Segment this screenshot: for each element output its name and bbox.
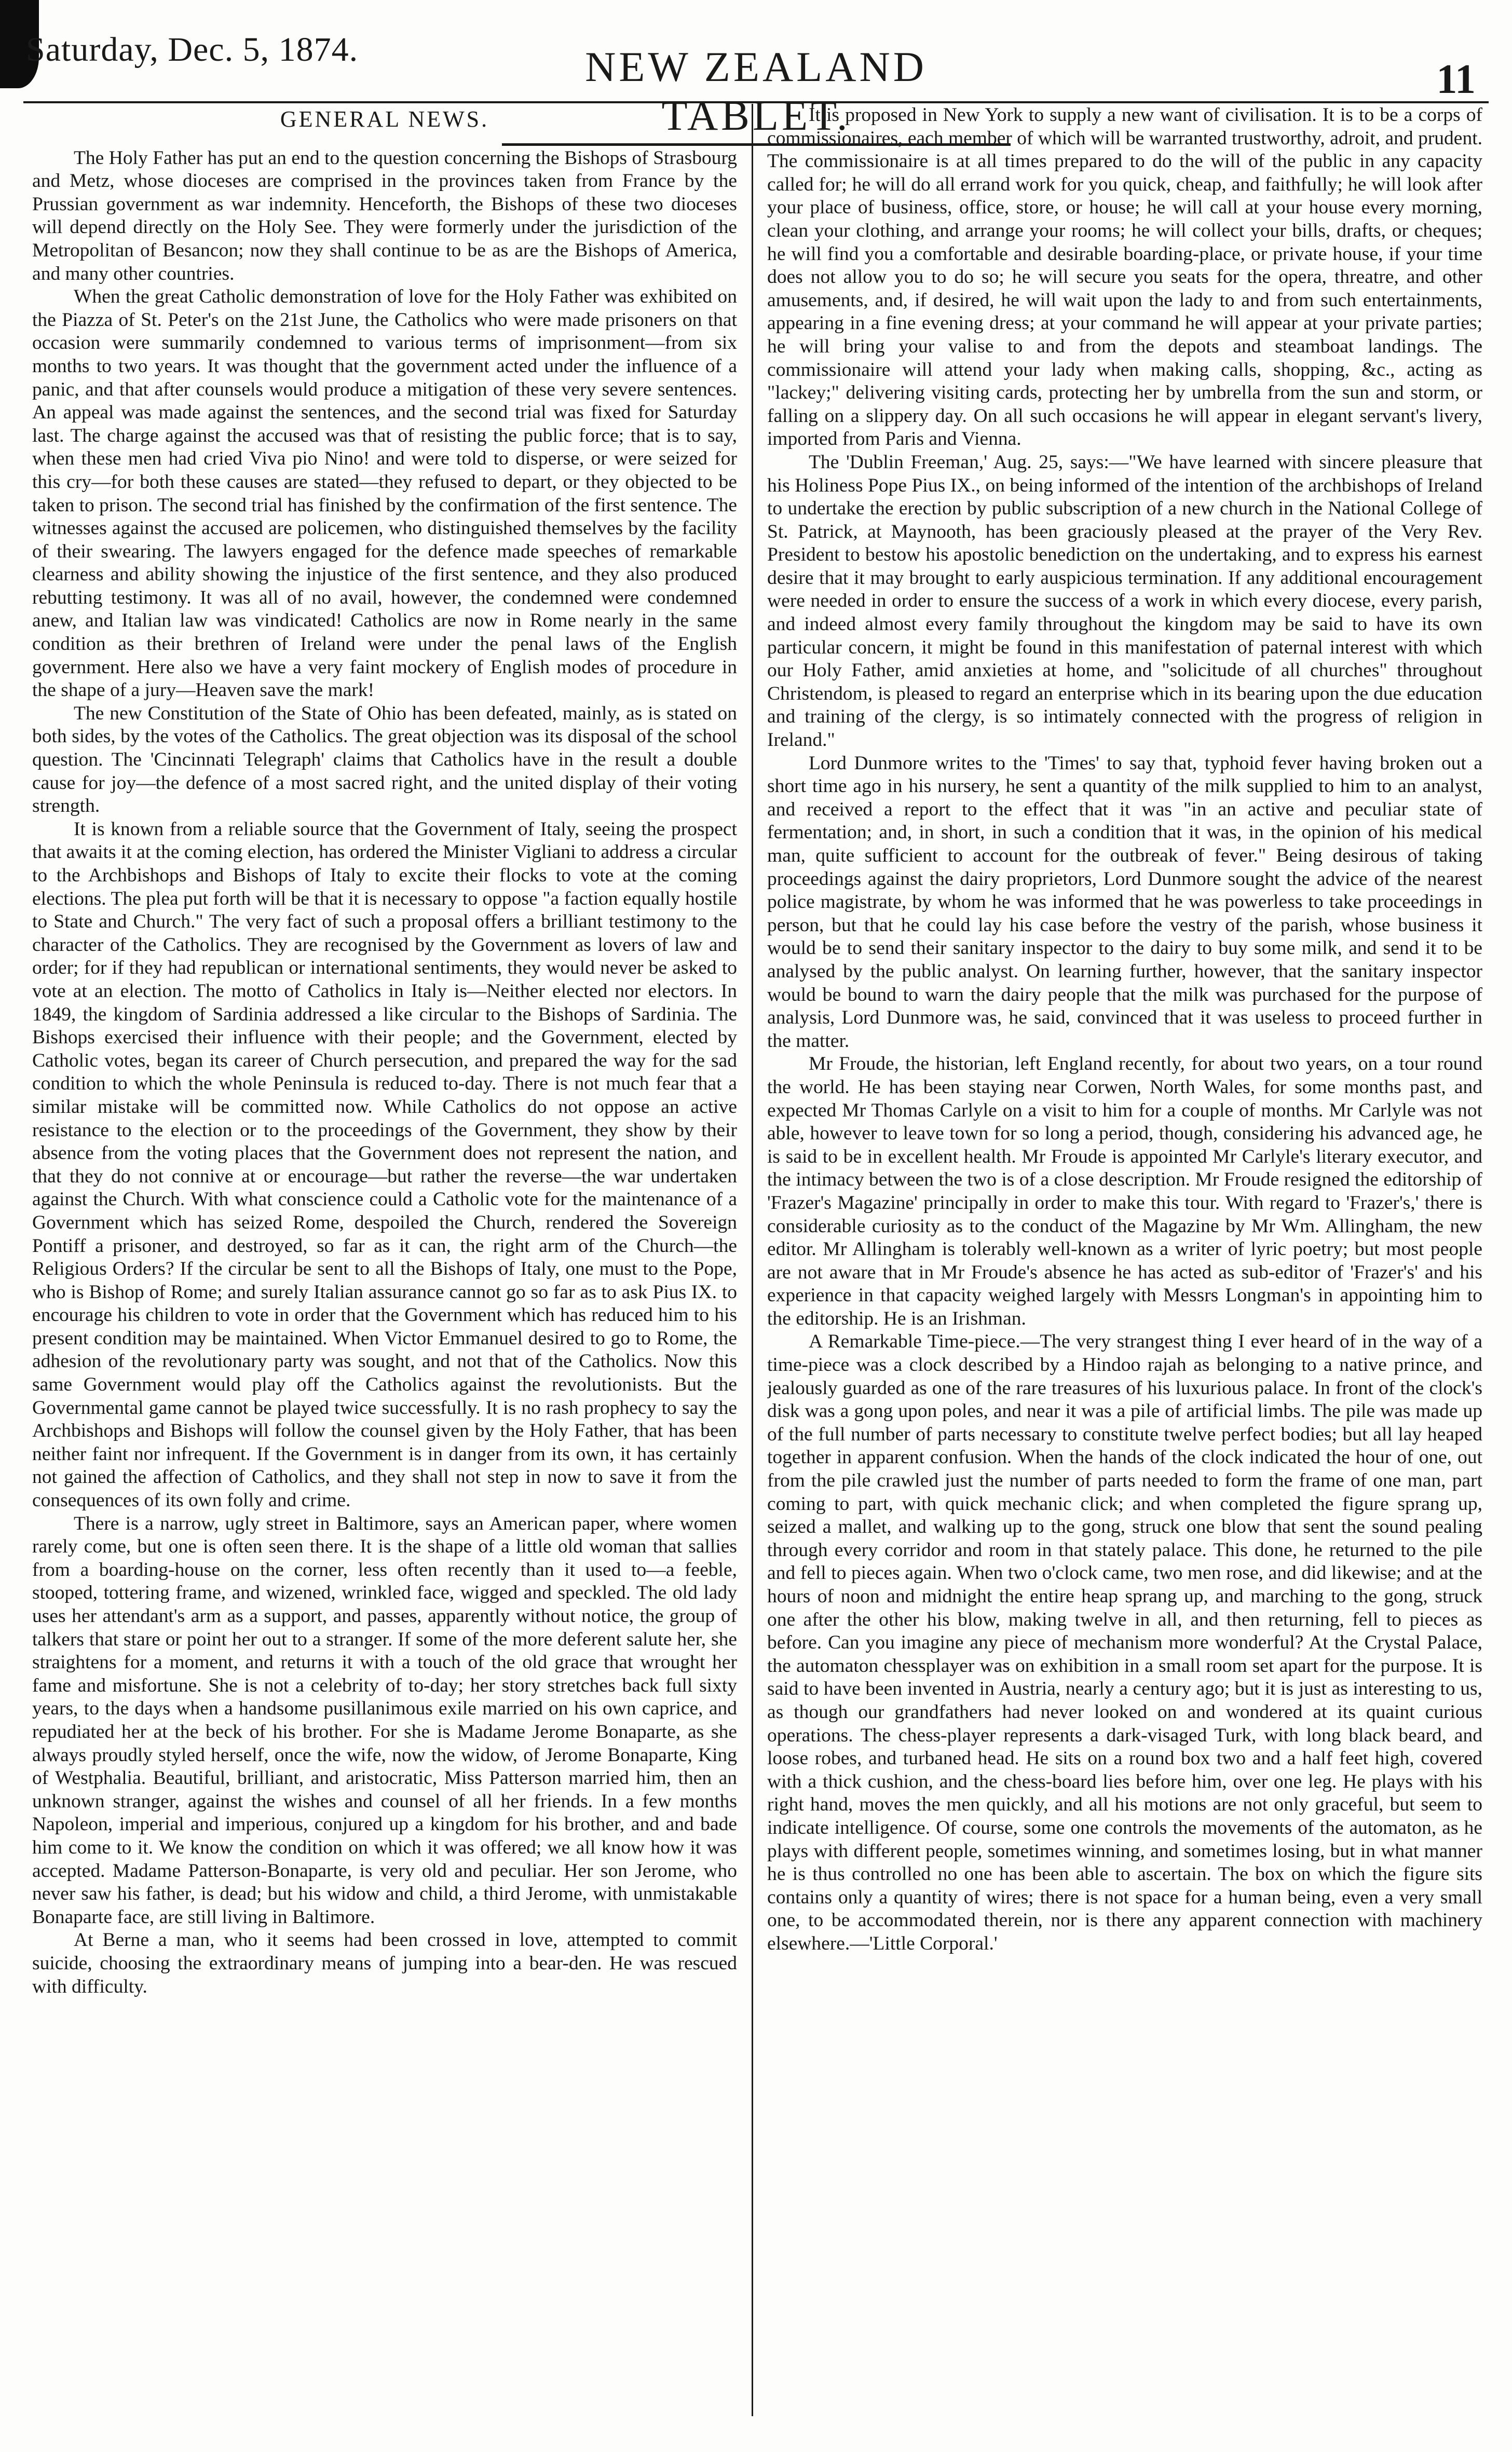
issue-date: Saturday, Dec. 5, 1874. [26,31,359,69]
column-divider [752,104,753,2416]
right-column [767,104,1482,2419]
article-paragraph: The Holy Father has put an end to the question concerning the Bishops of Strasbourg and Metz, whose dioceses are comprised in the provinces taken from France by the Prussian government as war indemnity. Henceforth, the Bishops of these two dioceses will depend directly on the Holy See. They were formerly under the jurisdiction of the Metropolitan of Besancon; now they shall continue to be as are the Bishops of America, and many other countries. [32,147,737,284]
article-paragraph: It is proposed in New York to supply a new want of civilisation. It is to be a corps of commissionaires, each member of which will be warranted trustworthy, adroit, and prudent. The commissionaire is at all times prepared to do the will of the public in any capacity called for; he will do all errand work for you quick, cheap, and faithfully; he will look after your place of business, office, store, or house; he will call at your house every morning, clean your clothing, and arrange your rooms; he will collect your bills, drafts, or cheques; he will find you a comfortable and desirable boarding-place, or private house, if your time does not allow you to do so; he will secure you seats for the opera, threatre, and other amusements, and, if desired, he will wait upon the lady to and from such entertainments, appearing in a fine evening dress; at your command he will appear at your private parties; he will bring your valise to and from the depots and steamboat landings. The commissionaire will attend your lady when making calls, shopping, &c., acting as "lackey;" delivering visiting cards, protecting her by umbrella from the sun and storm, or falling on a slippery day. On all such occasions he will appear in elegant servant's livery, imported from Paris and Vienna. [767,104,1482,450]
masthead-title: NEW ZEALAND TABLET. [502,43,1011,146]
article-paragraph: The 'Dublin Freeman,' Aug. 25, says:—"We have learned with sincere pleasure that his Holiness Pope Pius IX., on being informed of the intention of the archbishops of Ireland to undertake the erection by public subscription of a new church in the National College of St. Patrick, at Maynooth, has been graciously pleased at the prayer of the Very Rev. President to bestow his apostolic benediction on the undertaking, and to express his earnest desire that it may brought to early auspicious termination. If any additional encouragement were needed in order to ensure the success of a work in which every diocese, every parish, and indeed almost every family throughout the kingdom may be said to have its own particular concern, it might be found in this manifestation of paternal interest with which our Holy Father, amid anxieties at home, and "solicitude of all churches" throughout Christendom, is pleased to regard an enterprise which in its bearing upon the due education and training of the clergy, is so intimately connected with the progress of religion in Ireland." [767,451,1482,751]
header-rule [23,101,1489,103]
article-paragraph: Lord Dunmore writes to the 'Times' to say that, typhoid fever having broken out a short time ago in his nursery, he sent a quantity of the milk supplied to him to an analyst, and received a report to the effect that it was "in an active and peculiar state of fermentation; and, in short, in such a condition that it was, in the opinion of his medical man, quite sufficient to account for the outbreak of fever." Being desirous of taking proceedings against the dairy proprietors, Lord Dunmore sought the advice of the nearest police magistrate, by whom he was informed that he was powerless to take proceedings in person, but that he could lay his case before the vestry of the parish, whose business it would be to send their sanitary inspector to the dairy to buy some milk, and send it to be analysed by the public analyst. On learning further, however, that the sanitary inspector would be bound to warn the dairy people that the milk was purchased for the purpose of analysis, Lord Dunmore was, he said, convinced that it was useless to proceed further in the matter. [767,752,1482,1052]
article-paragraph: It is known from a reliable source that the Government of Italy, seeing the prospect that awaits it at the coming election, has ordered the Minister Vigliani to address a circular to the Archbishops and Bishops of Italy to excite their flocks to vote at the coming elections. The plea put forth will be that it is necessary to oppose "a faction equally hostile to State and Church." The very fact of such a proposal offers a brilliant testimony to the character of the Catholics. They are recognised by the Government as lovers of law and order; for if they had republican or international sentiments, they would never be asked to vote at an election. The motto of Catholics in Italy is—Neither elected nor electors. In 1849, the kingdom of Sardinia addressed a like circular to the Bishops of Sardinia. The Bishops exercised their influence with their people; and the Government, elected by Catholic votes, began its career of Church persecution, and prepared the way for the sad condition to which the whole Peninsula is reduced to-day. There is not much fear that a similar mistake will be committed now. While Catholics do not oppose an active resistance to the election or to the proceedings of the Government, they show by their absence from the voting places that the Government does not represent the nation, and that they do not connive at or encourage—but rather the reverse—the war undertaken against the Church. With what conscience could a Catholic vote for the maintenance of a Government which has seized Rome, despoiled the Church, rendered the Sovereign Pontiff a prisoner, and destroyed, so far as it can, the right arm of the Church—the Religious Orders? If the circular be sent to all the Bishops of Italy, one must to the Pope, who is Bishop of Rome; and surely Italian assurance cannot go so far as to ask Pius IX. to encourage his children to vote in order that the Government which has reduced him to his present condition may be maintained. When Victor Emmanuel desired to go to Rome, the adhesion of the revolutionary party was sought, and not that of the Catholics. Now this same Government would play off the Catholics against the revolutionists. But the Governmental game cannot be played twice successfully. It is no rash prophecy to say the Archbishops and Bishops will follow the counsel given by the Holy Father, that has been neither faint nor infrequent. If the Government is in danger from its own, it has certainly not gained the affection of Catholics, and they shall not step in now to save it from the consequences of its own folly and crime. [32,818,737,1511]
article-paragraph: The new Constitution of the State of Ohio has been defeated, mainly, as is stated on both sides, by the votes of the Catholics. The great objection was its disposal of the school question. The 'Cincinnati Telegraph' claims that Catholics have in the result a double cause for joy—the defence of a most sacred right, and the united display of their voting strength. [32,702,737,817]
section-heading: GENERAL NEWS. [280,106,489,132]
article-paragraph: When the great Catholic demonstration of love for the Holy Father was exhibited on the Piazza of St. Peter's on the 21st June, the Catholics who were made prisoners on that occasion were summarily condemned to various terms of imprisonment—from six months to two years. It was thought that the government acted under the influence of a panic, and that after counsels would produce a mitigation of these very severe sentences. An appeal was made against the sentences, and the second trial was fixed for Saturday last. The charge against the accused was that of resisting the public force; that is to say, when these men had cried Viva pio Nino! and were told to disperse, or were seized for this cry—for both these causes are stated—they refused to depart, or they objected to be taken to prison. The second trial has finished by the confirmation of the first sentence. The witnesses against the accused are policemen, who distinguished themselves by the facility of their swearing. The lawyers engaged for the defence made speeches of remarkable clearness and ability showing the injustice of the first sentence, and they also produced rebutting testimony. It was all of no avail, however, the condemned were condemned anew, and Italian law was vindicated! Catholics are now in Rome nearly in the same condition as their brethren of Ireland were under the penal laws of the English government. Here also we have a very faint mockery of English modes of procedure in the shape of a jury—Heaven save the mark! [32,286,737,701]
page-number: 11 [1436,57,1476,102]
article-paragraph: A Remarkable Time-piece.—The very strangest thing I ever heard of in the way of a time-piece was a clock described by a Hindoo rajah as belonging to a native prince, and jealously guarded as one of the rare treasures of his luxurious palace. In front of the clock's disk was a gong upon poles, and near it was a pile of artificial limbs. The pile was made up of the full number of parts necessary to constitute twelve perfect bodies; but all lay heaped together in apparent confusion. When the hands of the clock indicated the hour of one, out from the pile crawled just the number of parts needed to form the frame of one man, part coming to part, with quick mechanic click; and when completed the figure sprang up, seized a mallet, and walking up to the gong, struck one blow that sent the sound pealing through every corridor and room in that stately palace. This done, he returned to the pile and fell to pieces again. When two o'clock came, two men rose, and did likewise; and at the hours of noon and midnight the entire heap sprang up, and marching to the gong, struck one after the other his blow, making twelve in all, and then returning, fell to pieces as before. Can you imagine any piece of mechanism more wonderful? At the Crystal Palace, the automaton chessplayer was on exhibition in a small room set apart for the purpose. It is said to have been invented in Austria, nearly a century ago; but it is just as interesting to us, as though our grandfathers had never looked on and wondered at its quaint curious operations. The chess-player represents a dark-visaged Turk, with long black beard, and loose robes, and turbaned head. He sits on a round box two and a half feet high, covered with a thick cushion, and the chess-board lies before him, over one leg. He plays with his right hand, moves the men quickly, and all his motions are not only graceful, but seem to indicate intelligence. Of course, some one controls the movements of the automaton, as he plays with different people, sometimes winning, and sometimes losing, but in what manner he is thus controlled no one has been able to ascertain. The box on which the figure sits contains only a quantity of wires; there is not space for a human being, even a very small one, to be accommodated therein, nor is there any apparent connection with machinery elsewhere.—'Little Corporal.' [767,1331,1482,1954]
article-paragraph: At Berne a man, who it seems had been crossed in love, attempted to commit suicide, choosing the extraordinary means of jumping into a bear-den. He was rescued with difficulty. [32,1929,737,1997]
article-paragraph: Mr Froude, the historian, left England recently, for about two years, on a tour round the world. He has been staying near Corwen, North Wales, for some months past, and expected Mr Thomas Carlyle on a visit to him for a couple of months. Mr Carlyle was not able, however to leave town for so long a period, though, considering his advanced age, he is said to be in excellent health. Mr Froude is appointed Mr Carlyle's literary executor, and the intimacy between the two is of a close description. Mr Froude resigned the editorship of 'Frazer's Magazine' principally in order to make this tour. With regard to 'Frazer's,' there is considerable curiosity as to the conduct of the Magazine by Mr Wm. Allingham, the new editor. Mr Allingham is tolerably well-known as a writer of lyric poetry; but most people are not aware that in Mr Froude's absence he has acted as sub-editor of 'Frazer's' and his experience in that capacity weighed largely with Messrs Longman's in appointing him to the editorship. He is an Irishman. [767,1053,1482,1329]
article-paragraph: There is a narrow, ugly street in Baltimore, says an American paper, where women rarely come, but one is often seen there. It is the shape of a little old woman that sallies from a boarding-house on the corner, less often recently than it used to—a feeble, stooped, tottering frame, and wizened, wrinkled face, wigged and speckled. The old lady uses her attendant's arm as a support, and passes, apparently without notice, the group of talkers that stare or point her out to a stranger. If some of the more deferent salute her, she straightens for a moment, and returns it with a touch of the old grace that wrought her fame and misfortune. She is not a celebrity of to-day; her story stretches back full sixty years, to the days when a handsome pusillanimous exile married on his own caprice, and repudiated her at the beck of his brother. For she is Madame Jerome Bonaparte, as she always proudly styled herself, once the wife, now the widow, of Jerome Bonaparte, King of Westphalia. Beautiful, brilliant, and aristocratic, Miss Patterson married him, then an unknown stranger, against the wishes and counsel of all her friends. In a few months Napoleon, imperial and imperious, conjured up a kingdom for his brother, and and bade him come to it. We know the condition on which it was offered; we all know how it was accepted. Madame Patterson-Bonaparte, is very old and peculiar. Her son Jerome, who never saw his father, is dead; but his widow and child, a third Jerome, with unmistakable Bonaparte face, are still living in Baltimore. [32,1513,737,1928]
left-column [32,104,737,2419]
